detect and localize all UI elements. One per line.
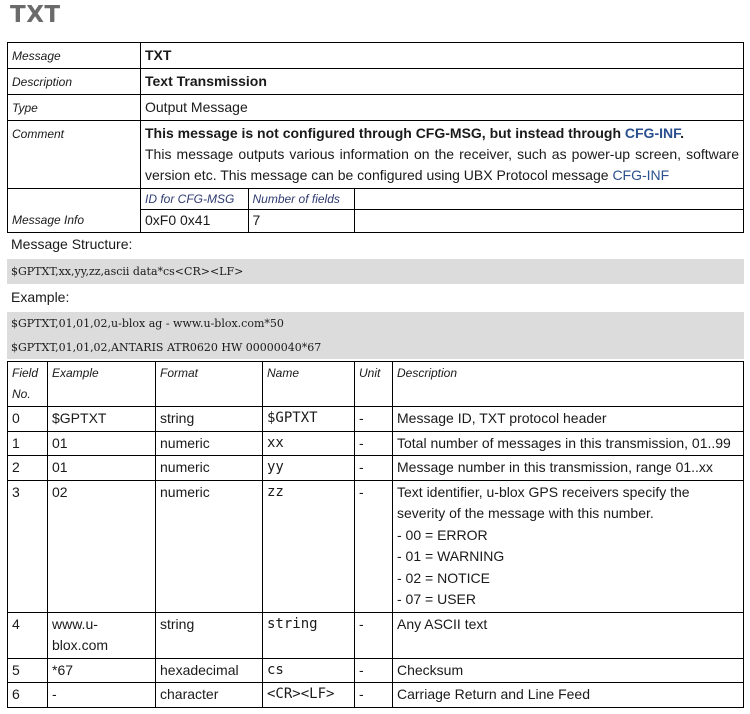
name-cell: cs [263, 658, 355, 683]
header-example: Example [48, 362, 156, 407]
comment-label: Comment [8, 121, 141, 189]
format-cell: numeric [156, 480, 263, 612]
comment-bold-line [145, 123, 739, 144]
format-cell: hexadecimal [156, 658, 263, 683]
message-label: Message [8, 43, 141, 69]
type-label: Type [8, 95, 141, 121]
format-cell: numeric [156, 456, 263, 481]
msginfo-label: Message Info [8, 189, 141, 233]
description-cell [393, 683, 744, 708]
header-format: Format [156, 362, 263, 407]
example-line: $GPTXT,01,01,02,ANTARIS ATR0620 HW 00000040*67 [11, 341, 322, 354]
description-line: - 01 = WARNING [397, 548, 505, 564]
fields-table [7, 361, 744, 708]
description-cell [393, 480, 744, 612]
field-no-cell: 6 [8, 683, 48, 708]
page-title: TXT [10, 2, 61, 28]
cfg-inf-link[interactable]: CFG-INF [624, 125, 681, 141]
nfields-value: 7 [248, 210, 354, 232]
id-value: 0xF0 0x41 [145, 212, 211, 228]
name-cell: zz [263, 480, 355, 612]
header-field-no: Field No. [8, 362, 48, 407]
description-line: Text identifier, u-blox GPS receivers specify the severity of the message with this number. [397, 483, 690, 521]
format-cell: numeric [156, 431, 263, 456]
unit-cell: - [355, 456, 393, 481]
field-no-cell: 0 [8, 407, 48, 432]
message-value: TXT [141, 43, 744, 69]
header-name: Name [263, 362, 355, 407]
table-row [8, 431, 744, 456]
header-description: Description [393, 362, 744, 407]
example-cell: $GPTXT [48, 407, 156, 432]
comment-text [145, 144, 739, 186]
example-cell: www.u-blox.com [48, 612, 156, 658]
example-cell: 02 [48, 480, 156, 612]
comment-bold-text: This message is not configured through CFG-MSG, but instead through [145, 125, 621, 141]
structure-label: Message Structure: [11, 236, 133, 252]
table-row [8, 612, 744, 658]
unit-cell: - [355, 431, 393, 456]
header-unit: Unit [355, 362, 393, 407]
field-no-cell: 5 [8, 658, 48, 683]
description-line: - 00 = ERROR [397, 526, 488, 543]
name-cell: yy [263, 456, 355, 481]
field-no-cell: 3 [8, 480, 48, 612]
fields-header-row [8, 362, 744, 407]
example-cell: 01 [48, 431, 156, 456]
format-cell: character [156, 683, 263, 708]
description-line: Any ASCII text [397, 615, 488, 632]
description-line: Total number of messages in this transmission, 01..99 [397, 434, 731, 451]
table-row [8, 683, 744, 708]
name-cell: <CR><LF> [263, 683, 355, 708]
table-row [8, 658, 744, 683]
empty-header [354, 189, 743, 210]
table-row [8, 456, 744, 481]
description-label: Description [8, 69, 141, 95]
comment-bold-end: . [680, 125, 684, 141]
description-cell [393, 431, 744, 456]
field-no-cell: 1 [8, 431, 48, 456]
description-line: Carriage Return and Line Feed [397, 686, 591, 702]
example-cell: 01 [48, 456, 156, 481]
example-line: $GPTXT,01,01,02,u-blox ag - www.u-blox.com*50 [11, 317, 284, 330]
description-cell [393, 612, 744, 658]
field-no-cell: 2 [8, 456, 48, 481]
structure-code: $GPTXT,xx,yy,zz,ascii data*cs<CR><LF> [7, 259, 744, 284]
name-cell: string [263, 612, 355, 658]
format-cell: string [156, 407, 263, 432]
table-row [8, 407, 744, 432]
table-row [8, 480, 744, 612]
msginfo-cell [141, 189, 744, 233]
unit-cell: - [355, 612, 393, 658]
unit-cell: - [355, 683, 393, 708]
msginfo-subtable [141, 189, 743, 232]
description-line: Message ID, TXT protocol header [397, 410, 607, 426]
description-line: - 07 = USER [397, 591, 476, 607]
description-value: Text Transmission [141, 69, 744, 95]
type-value: Output Message [141, 95, 744, 121]
unit-cell: - [355, 480, 393, 612]
name-cell: $GPTXT [263, 407, 355, 432]
id-header: ID for CFG-MSG [141, 189, 248, 210]
comment-cell [141, 121, 744, 189]
format-cell: string [156, 612, 263, 658]
unit-cell: - [355, 658, 393, 683]
empty-value [354, 210, 743, 232]
field-no-cell: 4 [8, 612, 48, 658]
unit-cell: - [355, 407, 393, 432]
cfg-inf-link-2[interactable]: CFG-INF [612, 167, 670, 183]
nfields-header: Number of fields [248, 189, 354, 210]
description-cell [393, 407, 744, 432]
example-cell: - [48, 683, 156, 708]
description-cell [393, 456, 744, 481]
description-cell [393, 658, 744, 683]
example-label: Example: [11, 289, 70, 305]
description-line: Message number in this transmission, range 01..xx [397, 459, 713, 475]
example-code [7, 312, 744, 359]
description-line: - 02 = NOTICE [397, 569, 490, 586]
comment-body: This message outputs various information on the receiver, such as power-up screen, software version etc. This message can be configured using UBX Protocol message [145, 146, 739, 183]
fields-body [8, 407, 744, 708]
name-cell: xx [263, 431, 355, 456]
message-info-table [7, 42, 744, 233]
description-line: Checksum [397, 661, 464, 678]
example-cell: *67 [48, 658, 156, 683]
